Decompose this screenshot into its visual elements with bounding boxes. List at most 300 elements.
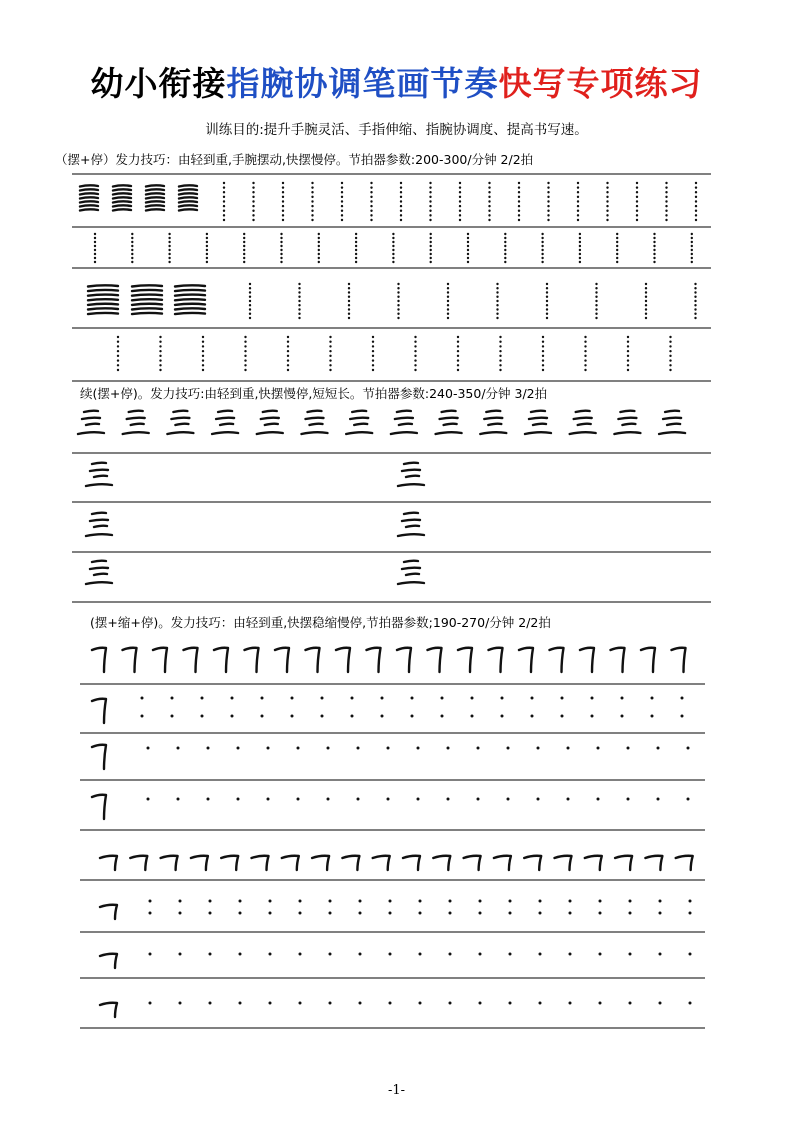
guide-dot bbox=[282, 196, 284, 198]
practice-stroke bbox=[615, 856, 632, 870]
guide-dot bbox=[411, 715, 414, 718]
guide-dot bbox=[547, 200, 549, 202]
practice-stroke bbox=[342, 856, 359, 870]
practice-stroke bbox=[257, 411, 283, 434]
guide-dot bbox=[239, 900, 242, 903]
guide-dot bbox=[252, 205, 254, 207]
guide-dot bbox=[531, 715, 534, 718]
guide-dot bbox=[547, 182, 549, 184]
practice-stroke bbox=[123, 411, 149, 434]
guide-dot bbox=[616, 249, 618, 251]
practice-stroke bbox=[346, 411, 372, 434]
guide-dot bbox=[569, 953, 572, 956]
guide-dot bbox=[149, 953, 152, 956]
guide-dot bbox=[449, 912, 452, 915]
guide-dot bbox=[606, 182, 608, 184]
guide-dot bbox=[488, 205, 490, 207]
guide-dot bbox=[488, 196, 490, 198]
guide-dot bbox=[201, 697, 204, 700]
guide-dot bbox=[653, 233, 655, 235]
guide-dot bbox=[249, 283, 251, 285]
guide-dot bbox=[239, 912, 242, 915]
guide-dot bbox=[665, 186, 667, 188]
practice-stroke bbox=[100, 905, 117, 919]
guide-dot bbox=[449, 900, 452, 903]
guide-dot bbox=[237, 798, 240, 801]
guide-dot bbox=[400, 186, 402, 188]
practice-stroke bbox=[672, 648, 686, 672]
guide-dot bbox=[569, 900, 572, 903]
guide-dot bbox=[282, 186, 284, 188]
guide-dot bbox=[237, 747, 240, 750]
guide-dot bbox=[488, 182, 490, 184]
guide-dot bbox=[252, 196, 254, 198]
guide-dot bbox=[447, 308, 449, 310]
guide-dot bbox=[381, 715, 384, 718]
guide-dot bbox=[206, 233, 208, 235]
guide-dot bbox=[541, 233, 543, 235]
guide-dot bbox=[329, 355, 331, 357]
guide-dot bbox=[541, 261, 543, 263]
practice-stroke bbox=[191, 856, 208, 870]
practice-stroke bbox=[373, 856, 390, 870]
guide-dot bbox=[392, 257, 394, 259]
guide-dot bbox=[179, 1002, 182, 1005]
guide-dot bbox=[243, 249, 245, 251]
guide-dot bbox=[595, 313, 597, 315]
guide-dot bbox=[627, 345, 629, 347]
guide-dot bbox=[579, 249, 581, 251]
practice-stroke bbox=[92, 745, 106, 769]
guide-dot bbox=[318, 257, 320, 259]
guide-dot bbox=[659, 953, 662, 956]
guide-dot bbox=[269, 912, 272, 915]
guide-dot bbox=[479, 953, 482, 956]
guide-dot bbox=[267, 747, 270, 750]
guide-dot bbox=[595, 317, 597, 319]
guide-dot bbox=[355, 245, 357, 247]
guide-dot bbox=[636, 214, 638, 216]
section-2-label: 续(摆+停)。发力技巧:由轻到重,快摆慢停,短短长。节拍器参数:240-350/分钟 3/2拍 bbox=[80, 386, 548, 401]
guide-dot bbox=[595, 304, 597, 306]
guide-dot bbox=[621, 697, 624, 700]
guide-dot bbox=[636, 191, 638, 193]
guide-dot bbox=[579, 237, 581, 239]
guide-dot bbox=[665, 214, 667, 216]
guide-dot bbox=[584, 341, 586, 343]
guide-dot bbox=[627, 336, 629, 338]
guide-dot bbox=[244, 350, 246, 352]
guide-dot bbox=[397, 304, 399, 306]
guide-dot bbox=[329, 350, 331, 352]
guide-dot bbox=[691, 253, 693, 255]
guide-dot bbox=[577, 200, 579, 202]
guide-dot bbox=[141, 715, 144, 718]
guide-dot bbox=[372, 359, 374, 361]
guide-dot bbox=[400, 210, 402, 212]
guide-dot bbox=[206, 253, 208, 255]
practice-stroke bbox=[153, 648, 167, 672]
guide-dot bbox=[479, 1002, 482, 1005]
guide-dot bbox=[504, 233, 506, 235]
guide-dot bbox=[287, 359, 289, 361]
guide-dot bbox=[665, 182, 667, 184]
practice-stroke bbox=[391, 411, 417, 434]
guide-dot bbox=[636, 186, 638, 188]
guide-dot bbox=[159, 350, 161, 352]
guide-dot bbox=[459, 200, 461, 202]
guide-dot bbox=[430, 253, 432, 255]
guide-dot bbox=[694, 313, 696, 315]
guide-dot bbox=[280, 249, 282, 251]
guide-dot bbox=[499, 359, 501, 361]
guide-dot bbox=[595, 287, 597, 289]
guide-dot bbox=[669, 369, 671, 371]
guide-dot bbox=[252, 219, 254, 221]
guide-dot bbox=[457, 341, 459, 343]
guide-dot bbox=[689, 1002, 692, 1005]
guide-dot bbox=[252, 186, 254, 188]
guide-dot bbox=[687, 747, 690, 750]
guide-dot bbox=[282, 205, 284, 207]
guide-dot bbox=[311, 219, 313, 221]
guide-dot bbox=[504, 249, 506, 251]
guide-dot bbox=[159, 341, 161, 343]
guide-dot bbox=[299, 1002, 302, 1005]
guide-dot bbox=[577, 205, 579, 207]
practice-stroke bbox=[428, 648, 442, 672]
guide-dot bbox=[694, 300, 696, 302]
guide-dot bbox=[546, 313, 548, 315]
guide-dot bbox=[351, 715, 354, 718]
guide-dot bbox=[457, 350, 459, 352]
guide-dot bbox=[595, 300, 597, 302]
guide-dot bbox=[539, 912, 542, 915]
guide-dot bbox=[659, 1002, 662, 1005]
guide-dot bbox=[414, 341, 416, 343]
guide-dot bbox=[311, 191, 313, 193]
guide-dot bbox=[282, 219, 284, 221]
guide-dot bbox=[179, 900, 182, 903]
practice-stroke bbox=[214, 648, 228, 672]
guide-dot bbox=[430, 233, 432, 235]
practice-stroke bbox=[580, 648, 594, 672]
guide-dot bbox=[179, 953, 182, 956]
guide-dot bbox=[449, 953, 452, 956]
guide-dot bbox=[400, 182, 402, 184]
guide-dot bbox=[94, 237, 96, 239]
guide-dot bbox=[249, 317, 251, 319]
practice-stroke bbox=[398, 561, 424, 584]
guide-dot bbox=[223, 219, 225, 221]
guide-dot bbox=[414, 355, 416, 357]
practice-stroke bbox=[436, 411, 462, 434]
guide-dot bbox=[414, 336, 416, 338]
guide-dot bbox=[645, 300, 647, 302]
title-part-1: 幼小衔接 bbox=[90, 64, 227, 103]
guide-dot bbox=[370, 214, 372, 216]
guide-dot bbox=[429, 182, 431, 184]
practice-stroke bbox=[88, 285, 118, 314]
guide-dot bbox=[239, 1002, 242, 1005]
title-part-3: 快写专项练习 bbox=[498, 64, 703, 103]
guide-dot bbox=[298, 296, 300, 298]
guide-dot bbox=[653, 245, 655, 247]
guide-dot bbox=[287, 355, 289, 357]
guide-dot bbox=[414, 345, 416, 347]
guide-dot bbox=[359, 1002, 362, 1005]
guide-dot bbox=[653, 241, 655, 243]
guide-dot bbox=[599, 912, 602, 915]
guide-dot bbox=[691, 249, 693, 251]
guide-dot bbox=[287, 345, 289, 347]
guide-dot bbox=[94, 257, 96, 259]
guide-dot bbox=[168, 233, 170, 235]
practice-stroke bbox=[611, 648, 625, 672]
guide-dot bbox=[653, 253, 655, 255]
guide-dot bbox=[244, 369, 246, 371]
title-part-2: 指腕协调笔画节奏 bbox=[226, 64, 499, 103]
guide-dot bbox=[329, 341, 331, 343]
guide-dot bbox=[282, 182, 284, 184]
guide-dot bbox=[584, 345, 586, 347]
guide-dot bbox=[546, 317, 548, 319]
guide-dot bbox=[577, 191, 579, 193]
guide-dot bbox=[695, 205, 697, 207]
guide-dot bbox=[459, 196, 461, 198]
practice-stroke bbox=[179, 185, 197, 210]
guide-dot bbox=[616, 261, 618, 263]
guide-dot bbox=[645, 296, 647, 298]
guide-dot bbox=[597, 798, 600, 801]
guide-dot bbox=[280, 237, 282, 239]
guide-dot bbox=[669, 350, 671, 352]
practice-stroke bbox=[175, 285, 205, 314]
guide-dot bbox=[341, 196, 343, 198]
guide-dot bbox=[329, 912, 332, 915]
guide-dot bbox=[459, 210, 461, 212]
guide-dot bbox=[669, 336, 671, 338]
guide-dot bbox=[149, 912, 152, 915]
guide-dot bbox=[606, 210, 608, 212]
guide-dot bbox=[430, 261, 432, 263]
guide-dot bbox=[599, 953, 602, 956]
guide-dot bbox=[223, 205, 225, 207]
guide-dot bbox=[691, 245, 693, 247]
guide-dot bbox=[541, 245, 543, 247]
guide-dot bbox=[244, 336, 246, 338]
guide-dot bbox=[542, 364, 544, 366]
guide-dot bbox=[297, 747, 300, 750]
guide-dot bbox=[577, 186, 579, 188]
guide-dot bbox=[355, 249, 357, 251]
guide-dot bbox=[636, 196, 638, 198]
guide-dot bbox=[351, 697, 354, 700]
guide-dot bbox=[311, 200, 313, 202]
guide-dot bbox=[595, 308, 597, 310]
guide-dot bbox=[168, 241, 170, 243]
guide-dot bbox=[202, 369, 204, 371]
guide-dot bbox=[499, 341, 501, 343]
guide-dot bbox=[299, 953, 302, 956]
guide-dot bbox=[636, 210, 638, 212]
guide-dot bbox=[429, 219, 431, 221]
guide-dot bbox=[459, 191, 461, 193]
guide-dot bbox=[459, 182, 461, 184]
practice-stroke bbox=[245, 648, 259, 672]
guide-dot bbox=[457, 345, 459, 347]
guide-dot bbox=[471, 715, 474, 718]
guide-dot bbox=[244, 341, 246, 343]
guide-dot bbox=[488, 214, 490, 216]
practice-stroke bbox=[123, 648, 137, 672]
guide-dot bbox=[357, 747, 360, 750]
guide-dot bbox=[695, 186, 697, 188]
guide-dot bbox=[397, 296, 399, 298]
guide-dot bbox=[387, 747, 390, 750]
guide-dot bbox=[599, 1002, 602, 1005]
guide-dot bbox=[657, 798, 660, 801]
guide-dot bbox=[429, 205, 431, 207]
guide-dot bbox=[606, 191, 608, 193]
guide-dot bbox=[355, 233, 357, 235]
guide-dot bbox=[341, 200, 343, 202]
guide-dot bbox=[94, 241, 96, 243]
practice-stroke bbox=[100, 856, 117, 870]
practice-stroke bbox=[184, 648, 198, 672]
practice-stroke bbox=[92, 648, 106, 672]
guide-dot bbox=[177, 798, 180, 801]
guide-dot bbox=[595, 283, 597, 285]
guide-dot bbox=[665, 210, 667, 212]
practice-stroke bbox=[480, 411, 506, 434]
guide-dot bbox=[329, 359, 331, 361]
guide-dot bbox=[501, 715, 504, 718]
guide-dot bbox=[282, 210, 284, 212]
guide-dot bbox=[429, 200, 431, 202]
guide-dot bbox=[400, 191, 402, 193]
guide-dot bbox=[569, 1002, 572, 1005]
guide-dot bbox=[627, 355, 629, 357]
practice-stroke bbox=[641, 648, 655, 672]
guide-dot bbox=[457, 369, 459, 371]
guide-dot bbox=[542, 369, 544, 371]
guide-dot bbox=[447, 283, 449, 285]
guide-dot bbox=[318, 233, 320, 235]
guide-dot bbox=[691, 241, 693, 243]
guide-dot bbox=[499, 355, 501, 357]
guide-dot bbox=[542, 355, 544, 357]
guide-dot bbox=[531, 697, 534, 700]
guide-dot bbox=[267, 798, 270, 801]
guide-dot bbox=[651, 715, 654, 718]
guide-dot bbox=[567, 798, 570, 801]
guide-dot bbox=[477, 747, 480, 750]
guide-dot bbox=[636, 182, 638, 184]
guide-dot bbox=[287, 336, 289, 338]
guide-dot bbox=[681, 715, 684, 718]
guide-dot bbox=[541, 241, 543, 243]
guide-dot bbox=[318, 245, 320, 247]
guide-dot bbox=[546, 304, 548, 306]
guide-dot bbox=[202, 341, 204, 343]
guide-dot bbox=[159, 336, 161, 338]
guide-dot bbox=[252, 214, 254, 216]
guide-dot bbox=[665, 196, 667, 198]
guide-dot bbox=[348, 291, 350, 293]
guide-dot bbox=[243, 257, 245, 259]
practice-stroke bbox=[100, 1003, 117, 1017]
guide-dot bbox=[471, 697, 474, 700]
guide-dot bbox=[597, 747, 600, 750]
guide-dot bbox=[168, 249, 170, 251]
guide-dot bbox=[441, 715, 444, 718]
guide-dot bbox=[149, 1002, 152, 1005]
guide-dot bbox=[381, 697, 384, 700]
guide-dot bbox=[318, 261, 320, 263]
guide-dot bbox=[488, 186, 490, 188]
practice-stroke bbox=[398, 513, 424, 536]
guide-dot bbox=[249, 296, 251, 298]
practice-stroke bbox=[113, 185, 131, 210]
guide-dot bbox=[392, 245, 394, 247]
guide-dot bbox=[659, 900, 662, 903]
practice-stroke bbox=[302, 411, 328, 434]
guide-dot bbox=[400, 196, 402, 198]
guide-dot bbox=[414, 364, 416, 366]
guide-dot bbox=[518, 182, 520, 184]
guide-dot bbox=[504, 253, 506, 255]
guide-dot bbox=[202, 355, 204, 357]
guide-dot bbox=[577, 182, 579, 184]
guide-dot bbox=[669, 345, 671, 347]
guide-dot bbox=[467, 257, 469, 259]
guide-dot bbox=[177, 747, 180, 750]
guide-dot bbox=[311, 210, 313, 212]
guide-dot bbox=[429, 196, 431, 198]
guide-dot bbox=[547, 196, 549, 198]
guide-dot bbox=[430, 245, 432, 247]
practice-stroke bbox=[659, 411, 685, 434]
guide-dot bbox=[694, 304, 696, 306]
guide-dot bbox=[131, 241, 133, 243]
guide-dot bbox=[370, 205, 372, 207]
guide-dot bbox=[397, 287, 399, 289]
guide-dot bbox=[370, 219, 372, 221]
guide-dot bbox=[244, 355, 246, 357]
guide-dot bbox=[261, 715, 264, 718]
practice-stroke bbox=[100, 954, 117, 968]
section-3-label: (摆+缩+停)。发力技巧：由轻到重,快摆稳缩慢停,节拍器参数;190-270/分钟 2/2拍 bbox=[90, 615, 551, 630]
guide-dot bbox=[627, 341, 629, 343]
guide-dot bbox=[231, 697, 234, 700]
guide-dot bbox=[447, 798, 450, 801]
guide-dot bbox=[400, 214, 402, 216]
guide-dot bbox=[606, 214, 608, 216]
guide-dot bbox=[479, 900, 482, 903]
guide-dot bbox=[341, 210, 343, 212]
guide-dot bbox=[329, 336, 331, 338]
guide-dot bbox=[298, 287, 300, 289]
guide-dot bbox=[499, 369, 501, 371]
guide-dot bbox=[372, 350, 374, 352]
practice-stroke bbox=[464, 856, 481, 870]
section-1-label: （摆+停）发力技巧：由轻到重,手腕摆动,快摆慢停。节拍器参数:200-300/分钟 2/2拍 bbox=[55, 152, 534, 167]
guide-dot bbox=[389, 900, 392, 903]
guide-dot bbox=[297, 798, 300, 801]
guide-dot bbox=[499, 350, 501, 352]
guide-dot bbox=[467, 233, 469, 235]
